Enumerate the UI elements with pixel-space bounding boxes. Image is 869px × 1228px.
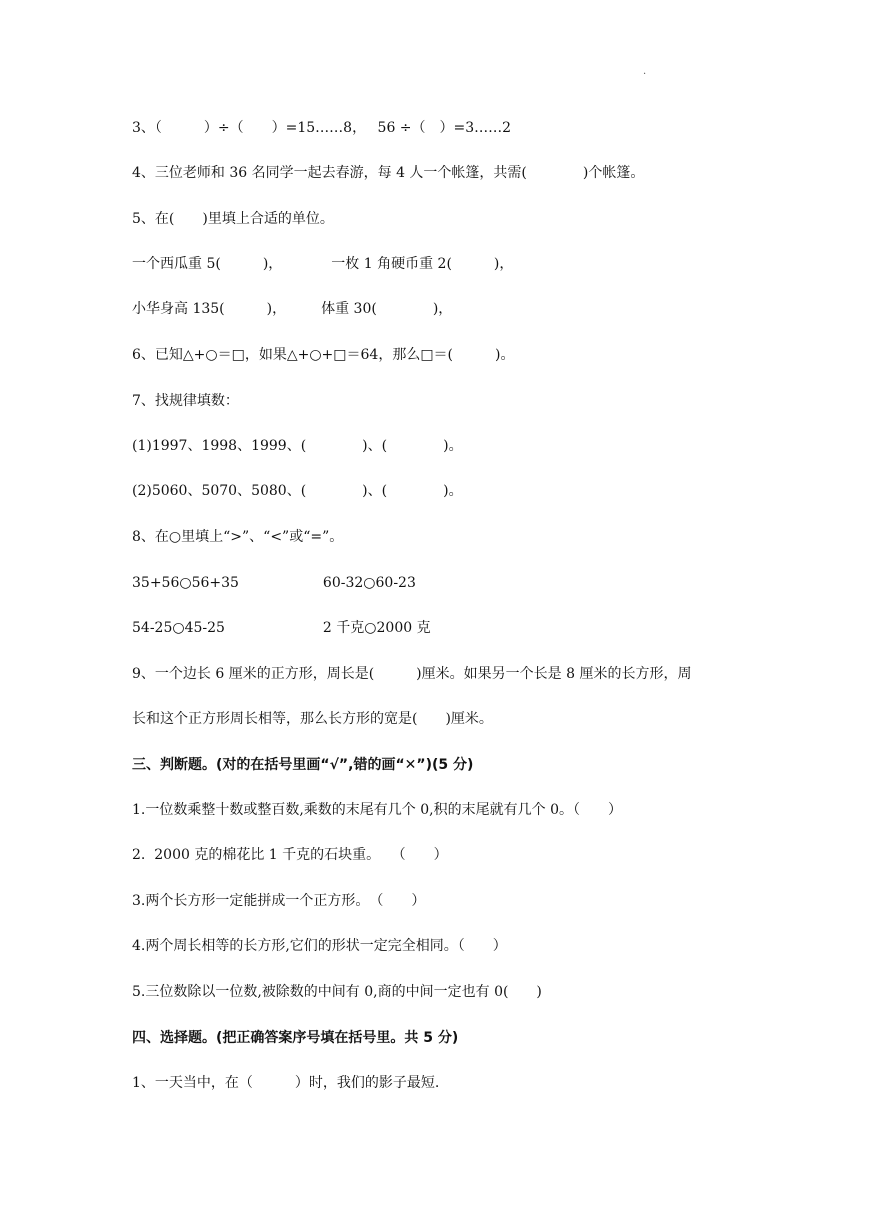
choice-item-1: 1、一天当中，在（ ）时，我们的影子最短. (132, 1075, 440, 1091)
question-7: 7、找规律填数： (132, 393, 239, 409)
question-8-line-b: 54-25○45-25 2 千克○2000 克 (132, 620, 431, 636)
section-3-heading: 三、判断题。(对的在括号里画“√”,错的画“✕”)(5 分) (132, 757, 474, 773)
judge-item-2: 2. 2000 克的棉花比 1 千克的石块重。 （ ） (132, 847, 448, 863)
question-3: 3、（ ）÷（ ）=15……8， 56 ÷（ ）=3……2 (132, 120, 512, 136)
judge-item-5: 5.三位数除以一位数,被除数的中间有 0,商的中间一定也有 0( ) (132, 984, 542, 1000)
judge-item-3: 3.两个长方形一定能拼成一个正方形。 （ ） (132, 893, 426, 909)
question-9-line-1: 9、一个边长 6 厘米的正方形，周长是( )厘米。如果另一个长是 8 厘米的长方形，周 (132, 666, 692, 682)
question-8-line-a: 35+56○56+35 60-32○60-23 (132, 575, 416, 591)
section-4-heading: 四、选择题。(把正确答案序号填在括号里。共 5 分) (132, 1030, 459, 1046)
question-5-line-a: 一个西瓜重 5( )， 一枚 1 角硬币重 2( )， (132, 256, 514, 272)
question-7-part-1: (1)1997、1998、1999、( )、( )。 (132, 438, 463, 454)
header-dot: . (643, 66, 647, 77)
question-8: 8、在○里填上“>”、“<”或“=”。 (132, 529, 344, 545)
judge-item-4: 4.两个周长相等的长方形,它们的形状一定完全相同。（ ） (132, 938, 507, 954)
question-5-line-b: 小华身高 135( )， 体重 30( )， (132, 301, 453, 317)
question-9-line-2: 长和这个正方形周长相等，那么长方形的宽是( )厘米。 (132, 711, 493, 727)
question-5: 5、在( )里填上合适的单位。 (132, 211, 334, 227)
question-4: 4、三位老师和 36 名同学一起去春游，每 4 人一个帐篷，共需( )个帐篷。 (132, 165, 645, 181)
question-6: 6、已知△+○＝□，如果△+○+□＝64，那么□＝( )。 (132, 347, 515, 363)
question-7-part-2: (2)5060、5070、5080、( )、( )。 (132, 483, 463, 499)
judge-item-1: 1.一位数乘整十数或整百数,乘数的末尾有几个 0,积的末尾就有几个 0。（ ） (132, 802, 622, 818)
